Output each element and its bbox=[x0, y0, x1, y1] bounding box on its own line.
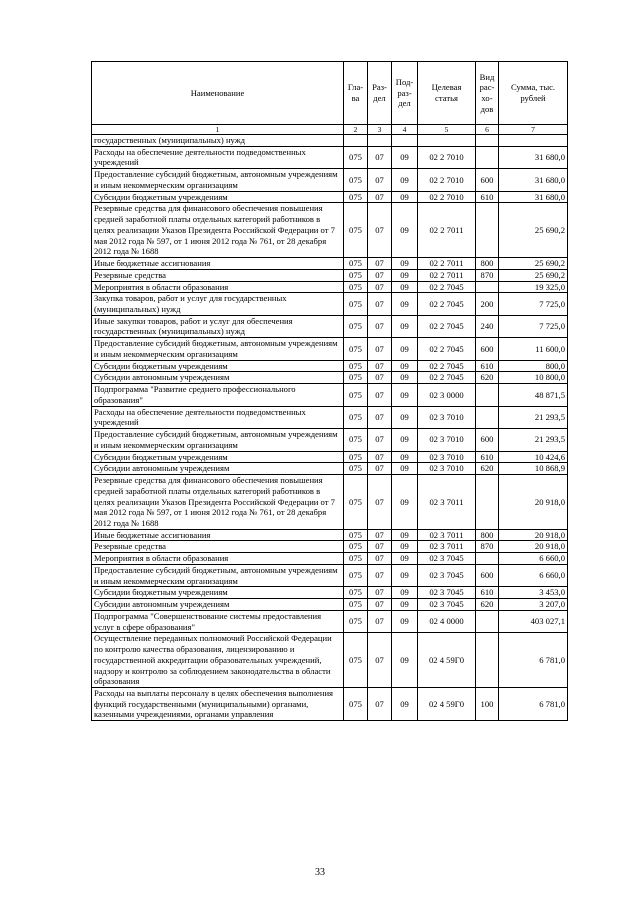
table-row bbox=[92, 687, 568, 720]
sum-cell: 403 027,1 bbox=[499, 610, 568, 632]
table-row bbox=[92, 529, 568, 541]
row-name-cell: Иные закупки товаров, работ и услуг для обеспечения государственных (муниципальных) нужд bbox=[92, 315, 344, 337]
row-name-cell: Резервные средства для финансового обеспечения повышения средней заработной платы отдельных категорий работников в целях реализации Указов Президента Российской Федерации от 7 мая 2012 года № 597, от 1 июня 2012 года № 761, от 28 декабря 2012 года № 1688 bbox=[92, 203, 344, 258]
table-row bbox=[92, 384, 568, 406]
table-row bbox=[92, 633, 568, 688]
sum-cell: 20 918,0 bbox=[499, 529, 568, 541]
glava-cell: 075 bbox=[344, 203, 368, 258]
column-number-row bbox=[92, 125, 568, 135]
razdel-cell: 07 bbox=[368, 564, 392, 586]
column-number: 2 bbox=[344, 125, 368, 135]
column-number: 1 bbox=[92, 125, 344, 135]
sum-cell: 20 918,0 bbox=[499, 475, 568, 530]
glava-cell: 075 bbox=[344, 169, 368, 191]
glava-cell: 075 bbox=[344, 610, 368, 632]
sum-cell: 3 453,0 bbox=[499, 587, 568, 599]
page-number: 33 bbox=[315, 867, 325, 878]
column-number: 4 bbox=[392, 125, 418, 135]
row-name-cell: Субсидии автономным учреждениям bbox=[92, 372, 344, 384]
row-name-cell: Субсидии бюджетным учреждениям bbox=[92, 360, 344, 372]
expense-type-cell: 610 bbox=[476, 360, 499, 372]
sum-cell: 20 918,0 bbox=[499, 541, 568, 553]
razdel-cell: 07 bbox=[368, 463, 392, 475]
razdel-cell: 07 bbox=[368, 384, 392, 406]
glava-cell: 075 bbox=[344, 146, 368, 168]
target-article-cell: 02 2 7010 bbox=[418, 191, 476, 203]
row-name-cell: Резервные средства для финансового обеспечения повышения средней заработной платы отдельных категорий работников в целях реализации Указов Президента Российской Федерации от 7 мая 2012 года № 597, от 1 июня 2012 года № 761, от 28 декабря 2012 года № 1688 bbox=[92, 475, 344, 530]
row-name-cell: Субсидии бюджетным учреждениям bbox=[92, 451, 344, 463]
row-name-cell: Субсидии бюджетным учреждениям bbox=[92, 587, 344, 599]
row-name-cell: Субсидии автономным учреждениям bbox=[92, 599, 344, 611]
sum-cell: 10 424,6 bbox=[499, 451, 568, 463]
razdel-cell: 07 bbox=[368, 406, 392, 428]
table-row bbox=[92, 610, 568, 632]
table-row bbox=[92, 281, 568, 293]
expense-type-cell: 870 bbox=[476, 269, 499, 281]
row-name-cell: Расходы на обеспечение деятельности подведомственных учреждений bbox=[92, 146, 344, 168]
razdel-cell: 07 bbox=[368, 529, 392, 541]
target-article-cell: 02 2 7011 bbox=[418, 203, 476, 258]
row-name-cell: Иные бюджетные ассигнования bbox=[92, 529, 344, 541]
podrazdel-cell: 09 bbox=[392, 338, 418, 360]
table-row bbox=[92, 553, 568, 565]
row-name-cell: Закупка товаров, работ и услуг для государственных (муниципальных) нужд bbox=[92, 293, 344, 315]
table-row bbox=[92, 564, 568, 586]
sum-cell: 10 868,9 bbox=[499, 463, 568, 475]
sum-cell: 6 781,0 bbox=[499, 633, 568, 688]
razdel-cell: 07 bbox=[368, 475, 392, 530]
expense-type-cell: 620 bbox=[476, 599, 499, 611]
podrazdel-cell: 09 bbox=[392, 315, 418, 337]
podrazdel-cell: 09 bbox=[392, 360, 418, 372]
sum-cell: 31 680,0 bbox=[499, 191, 568, 203]
table-row bbox=[92, 258, 568, 270]
expense-type-cell: 620 bbox=[476, 372, 499, 384]
row-name-cell: Предоставление субсидий бюджетным, автономным учреждениям и иным некоммерческим организациям bbox=[92, 429, 344, 451]
sum-cell: 31 680,0 bbox=[499, 169, 568, 191]
sum-cell: 7 725,0 bbox=[499, 315, 568, 337]
podrazdel-cell: 09 bbox=[392, 406, 418, 428]
podrazdel-cell: 09 bbox=[392, 564, 418, 586]
glava-cell: 075 bbox=[344, 599, 368, 611]
glava-cell: 075 bbox=[344, 463, 368, 475]
razdel-cell: 07 bbox=[368, 541, 392, 553]
table-row bbox=[92, 191, 568, 203]
header-podrazdel: Под-раз-дел bbox=[392, 62, 418, 125]
sum-cell: 6 660,0 bbox=[499, 564, 568, 586]
expense-type-cell: 870 bbox=[476, 541, 499, 553]
podrazdel-cell: 09 bbox=[392, 529, 418, 541]
header-name: Наименование bbox=[92, 62, 344, 125]
table-row bbox=[92, 203, 568, 258]
table-row bbox=[92, 587, 568, 599]
podrazdel-cell: 09 bbox=[392, 633, 418, 688]
glava-cell: 075 bbox=[344, 687, 368, 720]
expense-type-cell: 620 bbox=[476, 463, 499, 475]
header-razdel: Раз-дел bbox=[368, 62, 392, 125]
target-article-cell: 02 3 7010 bbox=[418, 451, 476, 463]
podrazdel-cell: 09 bbox=[392, 599, 418, 611]
sum-cell: 21 293,5 bbox=[499, 429, 568, 451]
razdel-cell bbox=[368, 135, 392, 147]
row-name-cell: Предоставление субсидий бюджетным, автономным учреждениям и иным некоммерческим организациям bbox=[92, 169, 344, 191]
row-name-cell: Осуществление переданных полномочий Российской Федерации по контролю качества образования, лицензированию и государственной аккредитации образовательных учреждений, надзору и контролю за соблюдением законодательства в области образования bbox=[92, 633, 344, 688]
expense-type-cell bbox=[476, 553, 499, 565]
target-article-cell: 02 3 7045 bbox=[418, 587, 476, 599]
glava-cell bbox=[344, 135, 368, 147]
target-article-cell: 02 3 7010 bbox=[418, 406, 476, 428]
table-row bbox=[92, 463, 568, 475]
razdel-cell: 07 bbox=[368, 633, 392, 688]
column-number: 7 bbox=[499, 125, 568, 135]
razdel-cell: 07 bbox=[368, 451, 392, 463]
sum-cell: 11 600,0 bbox=[499, 338, 568, 360]
table-row bbox=[92, 146, 568, 168]
glava-cell: 075 bbox=[344, 587, 368, 599]
podrazdel-cell bbox=[392, 135, 418, 147]
table-row bbox=[92, 475, 568, 530]
razdel-cell: 07 bbox=[368, 429, 392, 451]
table-row bbox=[92, 451, 568, 463]
glava-cell: 075 bbox=[344, 633, 368, 688]
header-expense-type: Вид рас-хо-дов bbox=[476, 62, 499, 125]
target-article-cell: 02 3 7011 bbox=[418, 541, 476, 553]
glava-cell: 075 bbox=[344, 258, 368, 270]
glava-cell: 075 bbox=[344, 451, 368, 463]
row-name-cell: Мероприятия в области образования bbox=[92, 553, 344, 565]
podrazdel-cell: 09 bbox=[392, 293, 418, 315]
table-row bbox=[92, 269, 568, 281]
expense-type-cell: 610 bbox=[476, 191, 499, 203]
sum-cell: 10 800,0 bbox=[499, 372, 568, 384]
podrazdel-cell: 09 bbox=[392, 146, 418, 168]
target-article-cell: 02 4 0000 bbox=[418, 610, 476, 632]
row-name-cell: Субсидии бюджетным учреждениям bbox=[92, 191, 344, 203]
glava-cell: 075 bbox=[344, 191, 368, 203]
row-name-cell: Резервные средства bbox=[92, 541, 344, 553]
target-article-cell: 02 2 7011 bbox=[418, 269, 476, 281]
column-number: 3 bbox=[368, 125, 392, 135]
table-row bbox=[92, 135, 568, 147]
expense-type-cell: 800 bbox=[476, 529, 499, 541]
table-row bbox=[92, 599, 568, 611]
sum-cell: 6 660,0 bbox=[499, 553, 568, 565]
expense-type-cell: 600 bbox=[476, 169, 499, 191]
razdel-cell: 07 bbox=[368, 610, 392, 632]
target-article-cell: 02 4 59Г0 bbox=[418, 633, 476, 688]
target-article-cell: 02 2 7045 bbox=[418, 360, 476, 372]
target-article-cell bbox=[418, 135, 476, 147]
expense-type-cell: 200 bbox=[476, 293, 499, 315]
target-article-cell: 02 3 7045 bbox=[418, 553, 476, 565]
sum-cell: 25 690,2 bbox=[499, 258, 568, 270]
target-article-cell: 02 3 7011 bbox=[418, 529, 476, 541]
podrazdel-cell: 09 bbox=[392, 451, 418, 463]
table-row bbox=[92, 293, 568, 315]
razdel-cell: 07 bbox=[368, 587, 392, 599]
table-row bbox=[92, 429, 568, 451]
target-article-cell: 02 3 7010 bbox=[418, 429, 476, 451]
target-article-cell: 02 2 7010 bbox=[418, 169, 476, 191]
expense-type-cell bbox=[476, 406, 499, 428]
sum-cell: 48 871,5 bbox=[499, 384, 568, 406]
table-row bbox=[92, 338, 568, 360]
razdel-cell: 07 bbox=[368, 360, 392, 372]
sum-cell: 31 680,0 bbox=[499, 146, 568, 168]
row-name-cell: Предоставление субсидий бюджетным, автономным учреждениям и иным некоммерческим организациям bbox=[92, 564, 344, 586]
sum-cell: 3 207,0 bbox=[499, 599, 568, 611]
row-name-cell: Расходы на выплаты персоналу в целях обеспечения выполнения функций государственными (муниципальными) органами, казенными учреждениями, органами управления bbox=[92, 687, 344, 720]
podrazdel-cell: 09 bbox=[392, 191, 418, 203]
expense-type-cell bbox=[476, 281, 499, 293]
podrazdel-cell: 09 bbox=[392, 610, 418, 632]
glava-cell: 075 bbox=[344, 269, 368, 281]
table-row bbox=[92, 372, 568, 384]
expense-type-cell: 600 bbox=[476, 338, 499, 360]
glava-cell: 075 bbox=[344, 372, 368, 384]
glava-cell: 075 bbox=[344, 429, 368, 451]
row-name-cell: государственных (муниципальных) нужд bbox=[92, 135, 344, 147]
header-glava: Гла-ва bbox=[344, 62, 368, 125]
target-article-cell: 02 2 7045 bbox=[418, 372, 476, 384]
expense-type-cell: 600 bbox=[476, 564, 499, 586]
row-name-cell: Резервные средства bbox=[92, 269, 344, 281]
row-name-cell: Иные бюджетные ассигнования bbox=[92, 258, 344, 270]
glava-cell: 075 bbox=[344, 338, 368, 360]
target-article-cell: 02 3 7045 bbox=[418, 599, 476, 611]
razdel-cell: 07 bbox=[368, 553, 392, 565]
row-name-cell: Мероприятия в области образования bbox=[92, 281, 344, 293]
razdel-cell: 07 bbox=[368, 338, 392, 360]
row-name-cell: Субсидии автономным учреждениям bbox=[92, 463, 344, 475]
glava-cell: 075 bbox=[344, 475, 368, 530]
podrazdel-cell: 09 bbox=[392, 587, 418, 599]
podrazdel-cell: 09 bbox=[392, 553, 418, 565]
expense-type-cell: 240 bbox=[476, 315, 499, 337]
budget-table bbox=[91, 61, 568, 721]
podrazdel-cell: 09 bbox=[392, 541, 418, 553]
podrazdel-cell: 09 bbox=[392, 429, 418, 451]
podrazdel-cell: 09 bbox=[392, 687, 418, 720]
podrazdel-cell: 09 bbox=[392, 203, 418, 258]
target-article-cell: 02 2 7045 bbox=[418, 281, 476, 293]
header-target-article: Целевая статья bbox=[418, 62, 476, 125]
sum-cell: 21 293,5 bbox=[499, 406, 568, 428]
glava-cell: 075 bbox=[344, 293, 368, 315]
row-name-cell: Подпрограмма "Развитие среднего профессионального образования" bbox=[92, 384, 344, 406]
razdel-cell: 07 bbox=[368, 169, 392, 191]
target-article-cell: 02 4 59Г0 bbox=[418, 687, 476, 720]
target-article-cell: 02 2 7011 bbox=[418, 258, 476, 270]
target-article-cell: 02 3 7011 bbox=[418, 475, 476, 530]
target-article-cell: 02 3 0000 bbox=[418, 384, 476, 406]
glava-cell: 075 bbox=[344, 541, 368, 553]
sum-cell: 6 781,0 bbox=[499, 687, 568, 720]
column-number: 6 bbox=[476, 125, 499, 135]
expense-type-cell bbox=[476, 203, 499, 258]
row-name-cell: Подпрограмма "Совершенствование системы предоставления услуг в сфере образования" bbox=[92, 610, 344, 632]
razdel-cell: 07 bbox=[368, 372, 392, 384]
glava-cell: 075 bbox=[344, 529, 368, 541]
sum-cell: 25 690,2 bbox=[499, 203, 568, 258]
table-row bbox=[92, 360, 568, 372]
sum-cell: 25 690,2 bbox=[499, 269, 568, 281]
table-row bbox=[92, 541, 568, 553]
expense-type-cell bbox=[476, 610, 499, 632]
sum-cell bbox=[499, 135, 568, 147]
table-body bbox=[92, 135, 568, 721]
podrazdel-cell: 09 bbox=[392, 372, 418, 384]
razdel-cell: 07 bbox=[368, 687, 392, 720]
target-article-cell: 02 2 7045 bbox=[418, 315, 476, 337]
target-article-cell: 02 2 7045 bbox=[418, 338, 476, 360]
podrazdel-cell: 09 bbox=[392, 269, 418, 281]
razdel-cell: 07 bbox=[368, 281, 392, 293]
glava-cell: 075 bbox=[344, 315, 368, 337]
expense-type-cell bbox=[476, 384, 499, 406]
expense-type-cell bbox=[476, 135, 499, 147]
razdel-cell: 07 bbox=[368, 146, 392, 168]
podrazdel-cell: 09 bbox=[392, 258, 418, 270]
podrazdel-cell: 09 bbox=[392, 384, 418, 406]
sum-cell: 19 325,0 bbox=[499, 281, 568, 293]
podrazdel-cell: 09 bbox=[392, 463, 418, 475]
podrazdel-cell: 09 bbox=[392, 281, 418, 293]
glava-cell: 075 bbox=[344, 406, 368, 428]
podrazdel-cell: 09 bbox=[392, 169, 418, 191]
razdel-cell: 07 bbox=[368, 191, 392, 203]
target-article-cell: 02 2 7045 bbox=[418, 293, 476, 315]
header-sum: Сумма, тыс. рублей bbox=[499, 62, 568, 125]
expense-type-cell: 610 bbox=[476, 451, 499, 463]
target-article-cell: 02 3 7045 bbox=[418, 564, 476, 586]
sum-cell: 7 725,0 bbox=[499, 293, 568, 315]
expense-type-cell bbox=[476, 633, 499, 688]
sum-cell: 800,0 bbox=[499, 360, 568, 372]
table-row bbox=[92, 406, 568, 428]
razdel-cell: 07 bbox=[368, 315, 392, 337]
glava-cell: 075 bbox=[344, 553, 368, 565]
expense-type-cell bbox=[476, 475, 499, 530]
expense-type-cell: 100 bbox=[476, 687, 499, 720]
target-article-cell: 02 3 7010 bbox=[418, 463, 476, 475]
razdel-cell: 07 bbox=[368, 293, 392, 315]
expense-type-cell bbox=[476, 146, 499, 168]
table-row bbox=[92, 315, 568, 337]
header-row bbox=[92, 62, 568, 125]
row-name-cell: Расходы на обеспечение деятельности подведомственных учреждений bbox=[92, 406, 344, 428]
target-article-cell: 02 2 7010 bbox=[418, 146, 476, 168]
table-row bbox=[92, 169, 568, 191]
glava-cell: 075 bbox=[344, 360, 368, 372]
razdel-cell: 07 bbox=[368, 269, 392, 281]
razdel-cell: 07 bbox=[368, 203, 392, 258]
glava-cell: 075 bbox=[344, 564, 368, 586]
column-number: 5 bbox=[418, 125, 476, 135]
row-name-cell: Предоставление субсидий бюджетным, автономным учреждениям и иным некоммерческим организациям bbox=[92, 338, 344, 360]
razdel-cell: 07 bbox=[368, 258, 392, 270]
razdel-cell: 07 bbox=[368, 599, 392, 611]
glava-cell: 075 bbox=[344, 384, 368, 406]
expense-type-cell: 610 bbox=[476, 587, 499, 599]
glava-cell: 075 bbox=[344, 281, 368, 293]
expense-type-cell: 600 bbox=[476, 429, 499, 451]
expense-type-cell: 800 bbox=[476, 258, 499, 270]
podrazdel-cell: 09 bbox=[392, 475, 418, 530]
